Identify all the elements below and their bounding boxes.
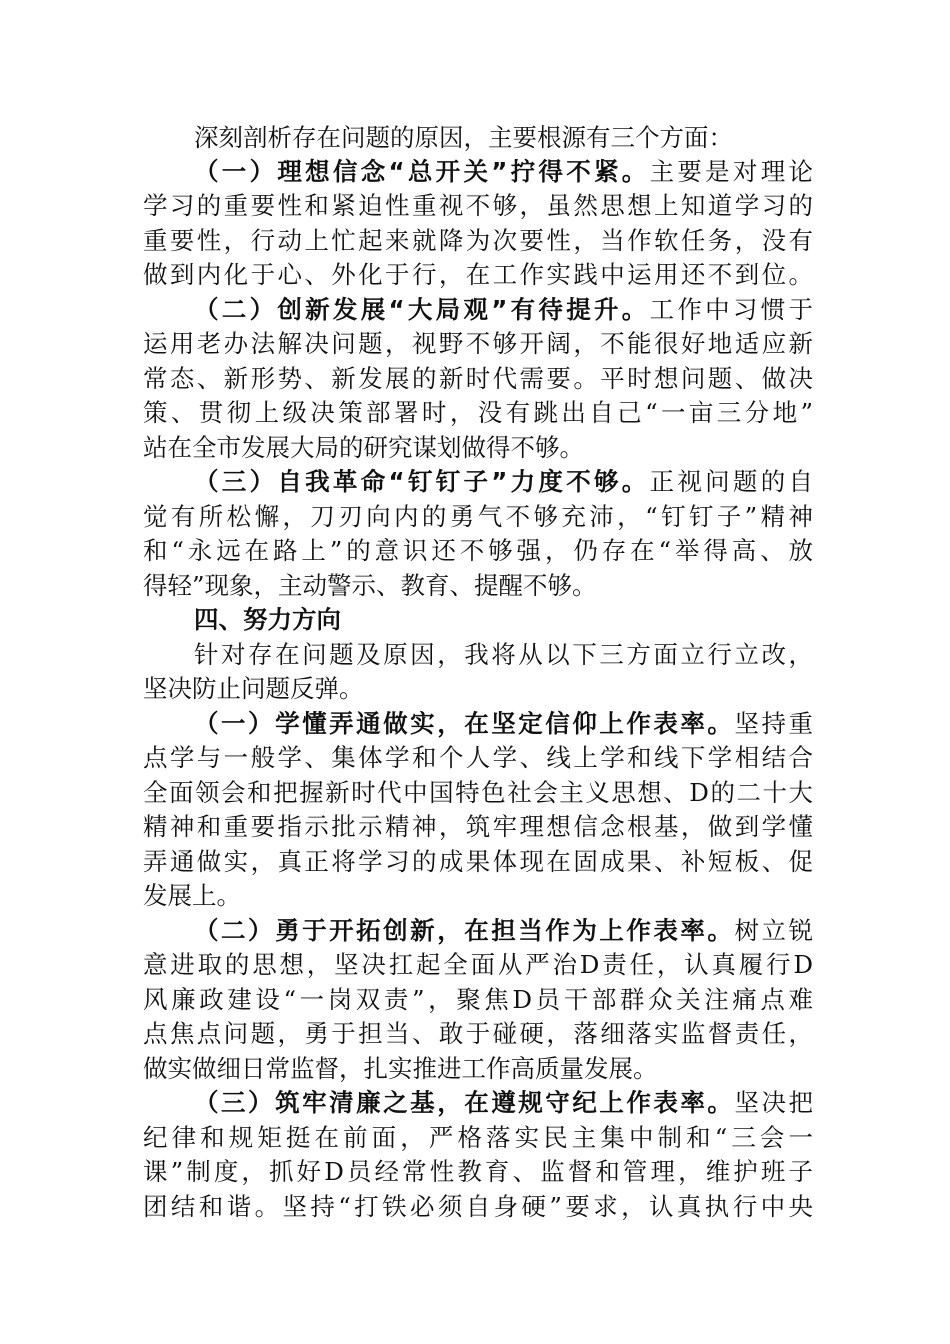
line-text: 发展上。 — [143, 881, 241, 910]
line-text: 觉有所松懈，刀刃向内的勇气不够充沛，“钉钉子”精神 — [143, 502, 813, 531]
paragraph-line — [143, 945, 813, 985]
section-heading — [194, 600, 813, 640]
paragraph-line — [143, 807, 813, 847]
paragraph-line — [143, 531, 813, 571]
paragraph-line — [143, 186, 813, 226]
paragraph-line — [143, 1187, 813, 1227]
line-text: 和“永远在路上”的意识还不够强，仍存在“举得高、放 — [143, 536, 813, 565]
line-text: 常态、新形势、新发展的新时代需要。平时想问题、做决 — [143, 364, 813, 393]
subheading-text: （二）创新发展“大局观”有待提升。 — [194, 295, 650, 324]
paragraph-line — [143, 738, 813, 778]
line-text: 工作中习惯于 — [649, 295, 814, 324]
subheading-text: （一）学懂弄通做实，在坚定信仰上作表率。 — [194, 709, 735, 738]
line-text: 正视问题的自 — [649, 467, 814, 496]
line-text: 得轻”现象，主动警示、教育、提醒不够。 — [143, 571, 597, 600]
line-text: 运用老办法解决问题，视野不够开阔，不能很好地适应新 — [143, 329, 813, 358]
line-text: 弄通做实，真正将学习的成果体现在固成果、补短板、促 — [143, 847, 813, 876]
section-heading-text: 四、努力方向 — [194, 605, 341, 634]
paragraph-line — [143, 324, 813, 364]
paragraph-heading-line — [194, 1083, 813, 1123]
line-text: 坚决防止问题反弹。 — [143, 674, 364, 703]
line-text: 坚持重 — [734, 709, 813, 738]
line-text: 树立锐 — [734, 916, 813, 945]
line-text: 主要是对理论 — [649, 157, 814, 186]
line-text: 重要性，行动上忙起来就降为次要性，当作软任务，没有 — [143, 226, 813, 255]
line-text: 意进取的思想，坚决扛起全面从严治D责任，认真履行D — [143, 950, 813, 979]
line-text: 点焦点问题，勇于担当、敢于碰硬，落细落实监督责任， — [143, 1019, 813, 1048]
line-text: 坚决把 — [734, 1088, 813, 1117]
line-text: 做到内化于心、外化于行，在工作实践中运用还不到位。 — [143, 260, 813, 289]
line-text: 团结和谐。坚持“打铁必须自身硬”要求，认真执行中央 — [143, 1192, 813, 1221]
line-text: 精神和重要指示批示精神，筑牢理想信念根基，做到学懂 — [143, 812, 813, 841]
paragraph-line — [143, 1014, 813, 1054]
paragraph-line — [143, 255, 813, 295]
line-text: 风廉政建设“一岗双责”，聚焦D员干部群众关注痛点难 — [143, 985, 813, 1014]
line-text: 全面领会和把握新时代中国特色社会主义思想、D的二十大 — [143, 778, 813, 807]
line-text: 深刻剖析存在问题的原因，主要根源有三个方面： — [194, 123, 733, 152]
subheading-text: （一）理想信念“总开关”拧得不紧。 — [194, 157, 650, 186]
line-text: 做实做细日常监督，扎实推进工作高质量发展。 — [143, 1054, 658, 1083]
line-text: 纪律和规矩挺在前面，严格落实民主集中制和“三会一 — [143, 1123, 813, 1152]
subheading-text: （二）勇于开拓创新，在担当作为上作表率。 — [194, 916, 735, 945]
subheading-text: （三）筑牢清廉之基，在遵规守纪上作表率。 — [194, 1088, 735, 1117]
paragraph-line — [143, 669, 813, 709]
line-text: 课”制度，抓好D员经常性教育、监督和管理，维护班子 — [143, 1157, 813, 1186]
line-text: 针对存在问题及原因，我将从以下三方面立行立改， — [194, 640, 813, 669]
line-text: 站在全市发展大局的研究谋划做得不够。 — [143, 433, 584, 462]
paragraph-line — [143, 876, 813, 916]
paragraph-line — [143, 1152, 813, 1192]
paragraph-line — [143, 393, 813, 433]
subheading-text: （三）自我革命“钉钉子”力度不够。 — [194, 467, 650, 496]
line-text: 学习的重要性和紧迫性重视不够，虽然思想上知道学习的 — [143, 191, 813, 220]
line-text: 点学与一般学、集体学和个人学、线上学和线下学相结合 — [143, 743, 813, 772]
paragraph-heading-line — [194, 462, 813, 502]
line-text: 策、贯彻上级决策部署时，没有跳出自己“一亩三分地” — [143, 398, 813, 427]
